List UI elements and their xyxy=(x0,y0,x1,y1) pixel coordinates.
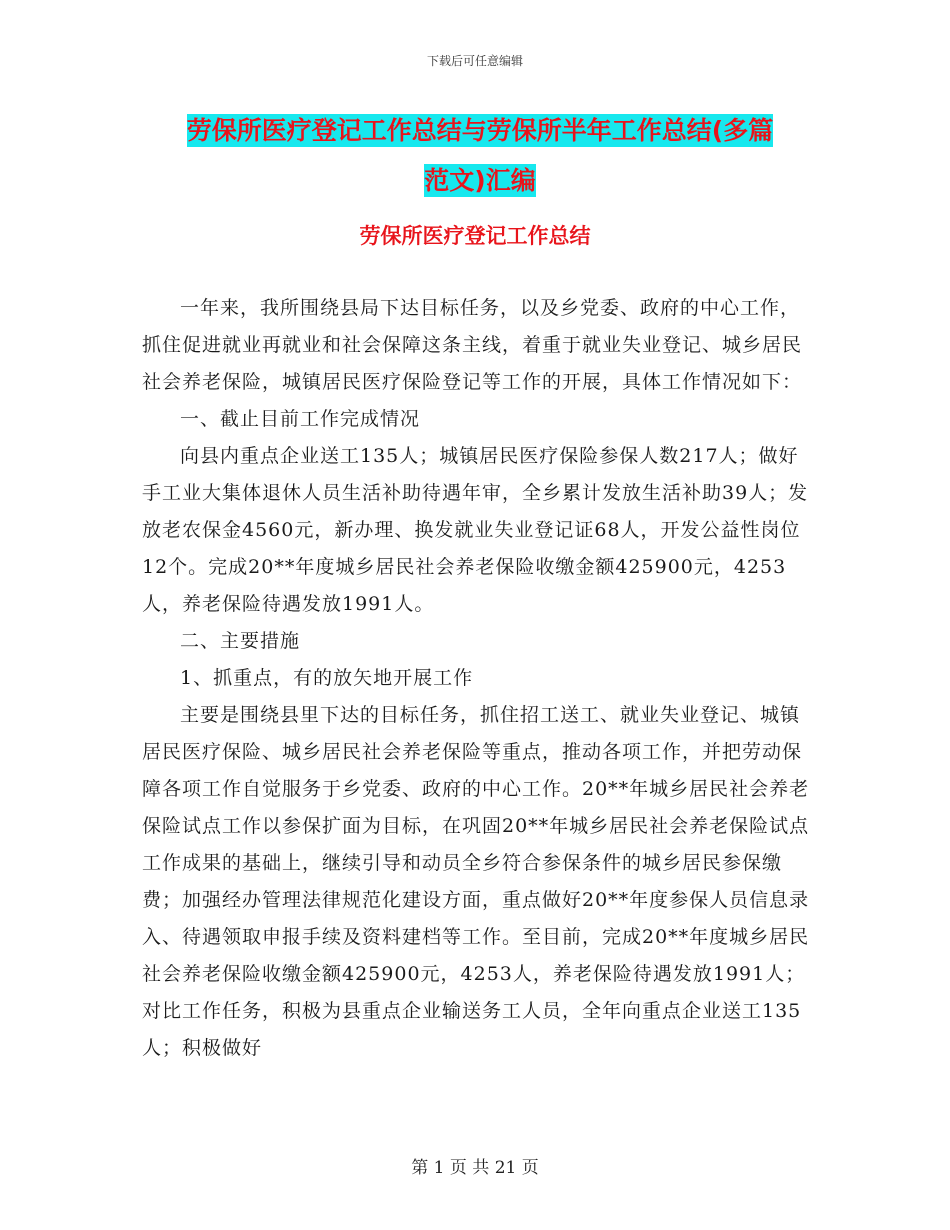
document-title xyxy=(140,106,820,206)
heading-completion-status: 一、截止目前工作完成情况 xyxy=(180,408,421,430)
heading-measure-1: 1、抓重点，有的放矢地开展工作 xyxy=(180,667,474,689)
paragraph-completion: 向县内重点企业送工135人；城镇居民医疗保险参保人数217人；做好手工业大集体退休人员生活补助待遇年审，全乡累计发放生活补助39人；发放老农保金4560元，新办理、换发就业失业登记证68人，开发公益性岗位12个。完成20**年度城乡居民社会养老保险收缴金额425900元，4253人，养老保险待遇发放1991人。 xyxy=(142,445,809,615)
header-note: 下载后可任意编辑 xyxy=(426,54,523,68)
heading-main-measures: 二、主要措施 xyxy=(180,630,301,652)
paragraph-intro: 一年来，我所围绕县局下达目标任务，以及乡党委、政府的中心工作，抓住促进就业再就业和社会保障这条主线，着重于就业失业登记、城乡居民社会养老保险，城镇居民医疗保险登记等工作的开展，具体工作情况如下： xyxy=(142,297,803,393)
section-title: 劳保所医疗登记工作总结 xyxy=(359,224,591,248)
document-title-line-2: 范文)汇编 xyxy=(424,166,536,195)
document-title-line-1: 劳保所医疗登记工作总结与劳保所半年工作总结(多篇 xyxy=(186,116,774,145)
document-body xyxy=(142,290,814,1067)
page-footer: 第 1 页 共 21 页 xyxy=(411,1158,539,1178)
paragraph-measure-1: 主要是围绕县里下达的目标任务，抓住招工送工、就业失业登记、城镇居民医疗保险、城乡居民社会养老保险等重点，推动各项工作，并把劳动保障各项工作自觉服务于乡党委、政府的中心工作。20**年城乡居民社会养老保险试点工作以参保扩面为目标，在巩固20**年城乡居民社会养老保险试点工作成果的基础上，继续引导和动员全乡符合参保条件的城乡居民参保缴费；加强经办管理法律规范化建设方面，重点做好20**年度参保人员信息录入、待遇领取申报手续及资料建档等工作。至目前，完成20**年度城乡居民社会养老保险收缴金额425900元，4253人，养老保险待遇发放1991人；对比工作任务，积极为县重点企业输送务工人员，全年向重点企业送工135人；积极做好 xyxy=(142,704,810,1059)
